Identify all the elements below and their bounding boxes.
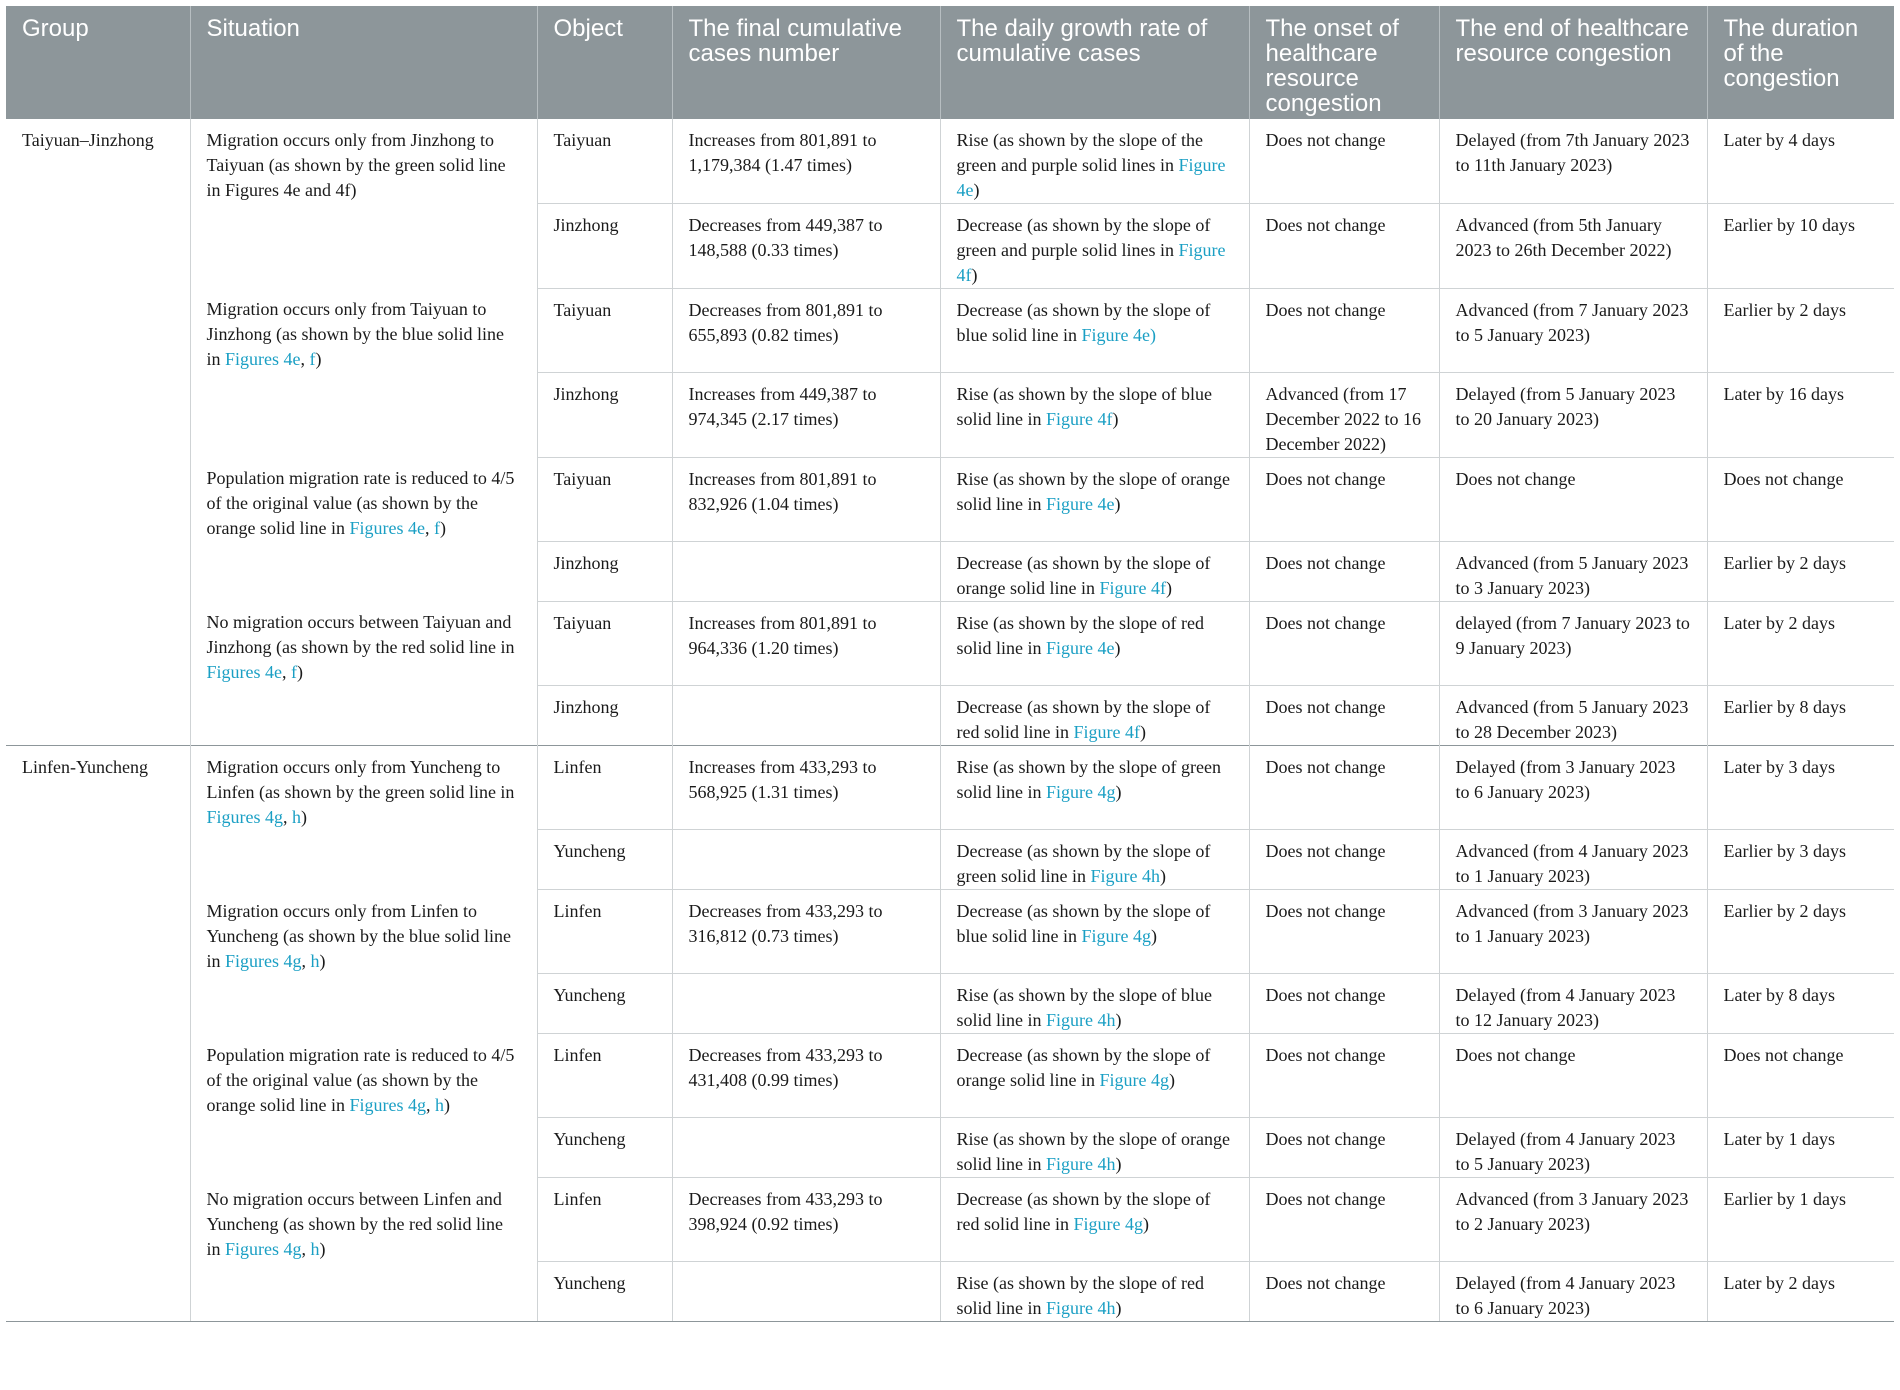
duration-cell: Later by 16 days [1707, 372, 1894, 457]
duration-cell: Does not change [1707, 1034, 1894, 1118]
figure-link[interactable]: Figure 4g [1099, 1070, 1169, 1090]
table-row [6, 1178, 1894, 1262]
onset-cell: Does not change [1249, 890, 1439, 974]
cases-cell: Increases from 449,387 to 974,345 (2.17 times) [672, 372, 940, 457]
onset-cell: Does not change [1249, 1034, 1439, 1118]
end-cell: Delayed (from 3 January 2023 to 6 January 2023) [1439, 745, 1707, 830]
onset-cell: Does not change [1249, 601, 1439, 685]
end-cell: delayed (from 7 January 2023 to 9 January 2023) [1439, 601, 1707, 685]
cell-text: Rise (as shown by the slope of blue solid line in [956, 383, 1212, 429]
onset-cell: Does not change [1249, 457, 1439, 541]
figure-link[interactable]: Figure 4h [1046, 1298, 1116, 1318]
end-cell: Does not change [1439, 1034, 1707, 1118]
figure-link[interactable]: Figure 4e [1046, 637, 1115, 658]
cell-text: ) [1115, 1154, 1122, 1174]
growth-rate-cell [940, 372, 1249, 457]
object-cell: Jinzhong [537, 372, 672, 457]
end-cell: Delayed (from 4 January 2023 to 5 January 2023) [1439, 1118, 1707, 1178]
situation-cell [190, 118, 537, 203]
cases-cell: Increases from 801,891 to 832,926 (1.04 times) [672, 457, 940, 541]
cell-text: No migration occurs between Taiyuan and Jinzhong (as shown by the red solid line in [206, 612, 515, 657]
group-cell [6, 685, 190, 745]
cell-text: ) [971, 264, 978, 285]
cell-text: Decrease (as shown by the slope of green and purple solid lines in [956, 214, 1211, 260]
cell-text: ) [973, 179, 980, 200]
cell-text: , [301, 1238, 311, 1259]
figure-link[interactable]: Figure 4g [1046, 781, 1116, 802]
situation-cell [190, 890, 537, 974]
cell-text: , [425, 1094, 435, 1115]
situation-cell [190, 830, 537, 890]
cases-cell: Decreases from 801,891 to 655,893 (0.82 times) [672, 288, 940, 372]
object-cell: Taiyuan [537, 457, 672, 541]
group-cell [6, 830, 190, 890]
cases-cell [672, 974, 940, 1034]
cell-text: Rise (as shown by the slope of orange solid line in [956, 1129, 1230, 1174]
growth-rate-cell [940, 745, 1249, 830]
cases-cell [672, 541, 940, 601]
onset-cell: Does not change [1249, 1118, 1439, 1178]
situation-cell [190, 541, 537, 601]
end-cell: Delayed (from 5 January 2023 to 20 January 2023) [1439, 372, 1707, 457]
cell-text: ) [1159, 866, 1166, 886]
cell-text: ) [1115, 1010, 1122, 1030]
cell-text: ) [443, 1094, 450, 1115]
end-cell: Delayed (from 4 January 2023 to 12 January 2023) [1439, 974, 1707, 1034]
figure-link[interactable]: Figures 4e [349, 518, 425, 538]
cell-text: ) [1151, 926, 1157, 946]
figure-link[interactable]: Figures 4g [225, 950, 302, 971]
object-cell: Taiyuan [537, 118, 672, 203]
situation-cell [190, 288, 537, 372]
onset-cell: Does not change [1249, 541, 1439, 601]
object-cell: Jinzhong [537, 685, 672, 745]
growth-rate-cell [940, 685, 1249, 745]
table-row [6, 974, 1894, 1034]
figure-link[interactable]: Figure 4e [1046, 493, 1115, 514]
end-cell: Advanced (from 3 January 2023 to 2 January 2023) [1439, 1178, 1707, 1262]
cell-text: Decrease (as shown by the slope of red solid line in [956, 696, 1211, 742]
onset-cell: Does not change [1249, 830, 1439, 890]
table-row [6, 685, 1894, 745]
figure-link[interactable]: f [291, 662, 297, 682]
cell-text: Decrease (as shown by the slope of red solid line in [956, 1189, 1211, 1234]
figure-link[interactable]: Figure 4e [956, 154, 1226, 200]
object-cell: Yuncheng [537, 974, 672, 1034]
header-group: Group [6, 6, 190, 118]
group-cell [6, 457, 190, 541]
header-daily-growth: The daily growth rate of cumulative cases [940, 6, 1249, 118]
figure-link[interactable]: Figure 4h [1046, 1154, 1116, 1174]
object-cell: Linfen [537, 745, 672, 830]
duration-cell: Earlier by 2 days [1707, 890, 1894, 974]
figure-link[interactable]: Figure 4e) [1081, 324, 1156, 345]
situation-cell [190, 745, 537, 830]
end-cell: Advanced (from 5 January 2023 to 28 December 2023) [1439, 685, 1707, 745]
object-cell: Yuncheng [537, 1262, 672, 1322]
figure-link[interactable]: Figure 4f [1046, 408, 1113, 429]
cases-cell: Increases from 801,891 to 1,179,384 (1.47 times) [672, 118, 940, 203]
table-row [6, 1118, 1894, 1178]
header-object: Object [537, 6, 672, 118]
group-cell [6, 1178, 190, 1262]
figure-link[interactable]: h [310, 950, 320, 971]
group-cell [6, 974, 190, 1034]
situation-cell [190, 685, 537, 745]
cell-text: Rise (as shown by the slope of green solid line in [956, 756, 1221, 802]
onset-cell: Does not change [1249, 974, 1439, 1034]
cases-cell [672, 685, 940, 745]
table-row [6, 457, 1894, 541]
cell-text: , [301, 950, 311, 971]
cell-text: , [300, 349, 310, 369]
cell-text: ) [1114, 637, 1121, 658]
table-body [6, 118, 1894, 1321]
duration-cell: Later by 1 days [1707, 1118, 1894, 1178]
cell-text: ) [1115, 1298, 1122, 1318]
onset-cell: Advanced (from 17 December 2022 to 16 December 2022) [1249, 372, 1439, 457]
cases-cell: Increases from 801,891 to 964,336 (1.20 times) [672, 601, 940, 685]
cell-text: , [424, 518, 434, 538]
situation-cell [190, 1262, 537, 1322]
table-row [6, 601, 1894, 685]
table-row [6, 118, 1894, 203]
figure-link[interactable]: f [433, 518, 440, 538]
duration-cell: Later by 2 days [1707, 601, 1894, 685]
duration-cell: Later by 2 days [1707, 1262, 1894, 1322]
group-cell: Taiyuan–Jinzhong [6, 118, 190, 203]
growth-rate-cell [940, 1118, 1249, 1178]
group-cell [6, 288, 190, 372]
situation-cell [190, 372, 537, 457]
cell-text: Decrease (as shown by the slope of orange solid line in [956, 1045, 1211, 1090]
figure-link[interactable]: Figures 4g [349, 1094, 426, 1115]
duration-cell: Later by 8 days [1707, 974, 1894, 1034]
situation-cell [190, 1178, 537, 1262]
situation-cell [190, 203, 537, 288]
duration-cell: Earlier by 1 days [1707, 1178, 1894, 1262]
duration-cell: Does not change [1707, 457, 1894, 541]
object-cell: Linfen [537, 1034, 672, 1118]
group-cell [6, 203, 190, 288]
header-duration: The duration of the congestion [1707, 6, 1894, 118]
cell-text: Decrease (as shown by the slope of orange solid line in [956, 552, 1211, 598]
growth-rate-cell [940, 974, 1249, 1034]
duration-cell: Earlier by 2 days [1707, 288, 1894, 372]
figure-link[interactable]: Figure 4h [1046, 1010, 1116, 1030]
group-cell [6, 601, 190, 685]
figure-link[interactable]: Figures 4g [225, 1238, 302, 1259]
cell-text: ) [1112, 408, 1119, 429]
duration-cell: Earlier by 3 days [1707, 830, 1894, 890]
table-row [6, 203, 1894, 288]
table-header [6, 6, 1894, 118]
figure-link[interactable]: Figure 4h [1090, 866, 1160, 886]
figure-link[interactable]: Figures 4e [206, 662, 282, 682]
group-cell [6, 1262, 190, 1322]
cell-text: Rise (as shown by the slope of the green and purple solid lines in [956, 129, 1203, 175]
end-cell: Delayed (from 7th January 2023 to 11th January 2023) [1439, 118, 1707, 203]
cell-text: ) [1168, 1070, 1175, 1090]
header-situation: Situation [190, 6, 537, 118]
figure-link[interactable]: Figure 4g [1073, 1214, 1143, 1234]
results-table [6, 6, 1894, 1321]
cell-text: , [282, 662, 291, 682]
figure-link[interactable]: h [434, 1094, 444, 1115]
group-cell: Linfen-Yuncheng [6, 745, 190, 830]
end-cell: Advanced (from 7 January 2023 to 5 January 2023) [1439, 288, 1707, 372]
object-cell: Linfen [537, 1178, 672, 1262]
header-onset: The onset of healthcare resource congestion [1249, 6, 1439, 118]
duration-cell: Later by 4 days [1707, 118, 1894, 203]
cell-text: ) [1115, 781, 1122, 802]
table-row [6, 1034, 1894, 1118]
cell-text: Rise (as shown by the slope of red solid line in [956, 612, 1204, 658]
cell-text: ) [439, 518, 446, 538]
figure-link[interactable]: Figure 4f [1099, 577, 1166, 598]
growth-rate-cell [940, 1034, 1249, 1118]
figure-link[interactable]: Figure 4f [1073, 721, 1140, 742]
group-cell [6, 1034, 190, 1118]
table-row [6, 541, 1894, 601]
object-cell: Taiyuan [537, 288, 672, 372]
situation-cell [190, 1118, 537, 1178]
object-cell: Taiyuan [537, 601, 672, 685]
cell-text: Population migration rate is reduced to 4/5 of the original value (as shown by the orange solid line in [206, 1044, 515, 1115]
header-row [6, 6, 1894, 118]
duration-cell: Later by 3 days [1707, 745, 1894, 830]
cell-text: Decrease (as shown by the slope of green solid line in [956, 841, 1211, 886]
cell-text: Migration occurs only from Jinzhong to Taiyuan (as shown by the green solid line in Figures 4e and 4f) [206, 129, 506, 200]
end-cell: Does not change [1439, 457, 1707, 541]
onset-cell: Does not change [1249, 118, 1439, 203]
cell-text: ) [1142, 1214, 1149, 1234]
growth-rate-cell [940, 541, 1249, 601]
cell-text: , [283, 806, 292, 827]
growth-rate-cell [940, 203, 1249, 288]
situation-cell [190, 601, 537, 685]
figure-link[interactable]: Figure 4f [956, 239, 1226, 285]
growth-rate-cell [940, 118, 1249, 203]
figure-link[interactable]: h [310, 1238, 320, 1259]
end-cell: Delayed (from 4 January 2023 to 6 January 2023) [1439, 1262, 1707, 1322]
table-row [6, 372, 1894, 457]
onset-cell: Does not change [1249, 288, 1439, 372]
cases-cell: Decreases from 433,293 to 316,812 (0.73 times) [672, 890, 940, 974]
group-cell [6, 890, 190, 974]
situation-cell [190, 974, 537, 1034]
duration-cell: Earlier by 8 days [1707, 685, 1894, 745]
figure-link[interactable]: Figures 4e [225, 349, 301, 369]
group-cell [6, 541, 190, 601]
cases-cell [672, 1118, 940, 1178]
table-row [6, 1262, 1894, 1322]
figure-link[interactable]: Figure 4g [1081, 926, 1151, 946]
figure-link[interactable]: f [309, 349, 316, 369]
cell-text: Rise (as shown by the slope of blue solid line in [956, 985, 1212, 1030]
table-row [6, 830, 1894, 890]
growth-rate-cell [940, 890, 1249, 974]
cell-text: Migration occurs only from Taiyuan to Jinzhong (as shown by the blue solid line in [206, 299, 504, 369]
growth-rate-cell [940, 457, 1249, 541]
growth-rate-cell [940, 601, 1249, 685]
growth-rate-cell [940, 1178, 1249, 1262]
table-bottom-rule [6, 1321, 1894, 1322]
cases-cell [672, 1262, 940, 1322]
onset-cell: Does not change [1249, 745, 1439, 830]
object-cell: Jinzhong [537, 203, 672, 288]
onset-cell: Does not change [1249, 1262, 1439, 1322]
cell-text: ) [1165, 577, 1172, 598]
cell-text: No migration occurs between Linfen and Yuncheng (as shown by the red solid line in [206, 1188, 503, 1259]
table-row [6, 890, 1894, 974]
cell-text: Migration occurs only from Linfen to Yuncheng (as shown by the blue solid line in [206, 900, 511, 971]
cell-text: ) [319, 950, 326, 971]
header-final-cases: The final cumulative cases number [672, 6, 940, 118]
cell-text: Rise (as shown by the slope of orange solid line in [956, 468, 1230, 514]
duration-cell: Earlier by 2 days [1707, 541, 1894, 601]
cell-text: Rise (as shown by the slope of red solid line in [956, 1273, 1204, 1318]
growth-rate-cell [940, 830, 1249, 890]
cell-text: ) [319, 1238, 326, 1259]
group-cell [6, 372, 190, 457]
duration-cell: Earlier by 10 days [1707, 203, 1894, 288]
group-cell [6, 1118, 190, 1178]
object-cell: Jinzhong [537, 541, 672, 601]
growth-rate-cell [940, 1262, 1249, 1322]
cell-text: ) [301, 806, 307, 827]
cell-text: ) [1139, 721, 1146, 742]
table-row [6, 745, 1894, 830]
situation-cell [190, 1034, 537, 1118]
end-cell: Advanced (from 5 January 2023 to 3 January 2023) [1439, 541, 1707, 601]
cell-text: Decrease (as shown by the slope of blue solid line in [956, 299, 1211, 345]
situation-cell [190, 457, 537, 541]
cell-text: Decrease (as shown by the slope of blue solid line in [956, 901, 1211, 946]
growth-rate-cell [940, 288, 1249, 372]
cases-cell: Decreases from 433,293 to 431,408 (0.99 times) [672, 1034, 940, 1118]
cell-text: Population migration rate is reduced to 4/5 of the original value (as shown by the orange solid line in [206, 468, 515, 538]
cases-cell: Decreases from 433,293 to 398,924 (0.92 times) [672, 1178, 940, 1262]
end-cell: Advanced (from 3 January 2023 to 1 January 2023) [1439, 890, 1707, 974]
table-row [6, 288, 1894, 372]
cases-cell: Increases from 433,293 to 568,925 (1.31 times) [672, 745, 940, 830]
cell-text: ) [315, 349, 322, 369]
cell-text: ) [1114, 493, 1121, 514]
onset-cell: Does not change [1249, 685, 1439, 745]
end-cell: Advanced (from 5th January 2023 to 26th December 2022) [1439, 203, 1707, 288]
object-cell: Linfen [537, 890, 672, 974]
cases-cell [672, 830, 940, 890]
cell-text: ) [297, 662, 303, 682]
onset-cell: Does not change [1249, 1178, 1439, 1262]
header-end: The end of healthcare resource congestion [1439, 6, 1707, 118]
cases-cell: Decreases from 449,387 to 148,588 (0.33 times) [672, 203, 940, 288]
onset-cell: Does not change [1249, 203, 1439, 288]
figure-link[interactable]: Figures 4g [206, 806, 283, 827]
object-cell: Yuncheng [537, 830, 672, 890]
end-cell: Advanced (from 4 January 2023 to 1 January 2023) [1439, 830, 1707, 890]
figure-link[interactable]: h [292, 806, 301, 827]
cell-text: Migration occurs only from Yuncheng to Linfen (as shown by the green solid line in [206, 756, 515, 802]
object-cell: Yuncheng [537, 1118, 672, 1178]
